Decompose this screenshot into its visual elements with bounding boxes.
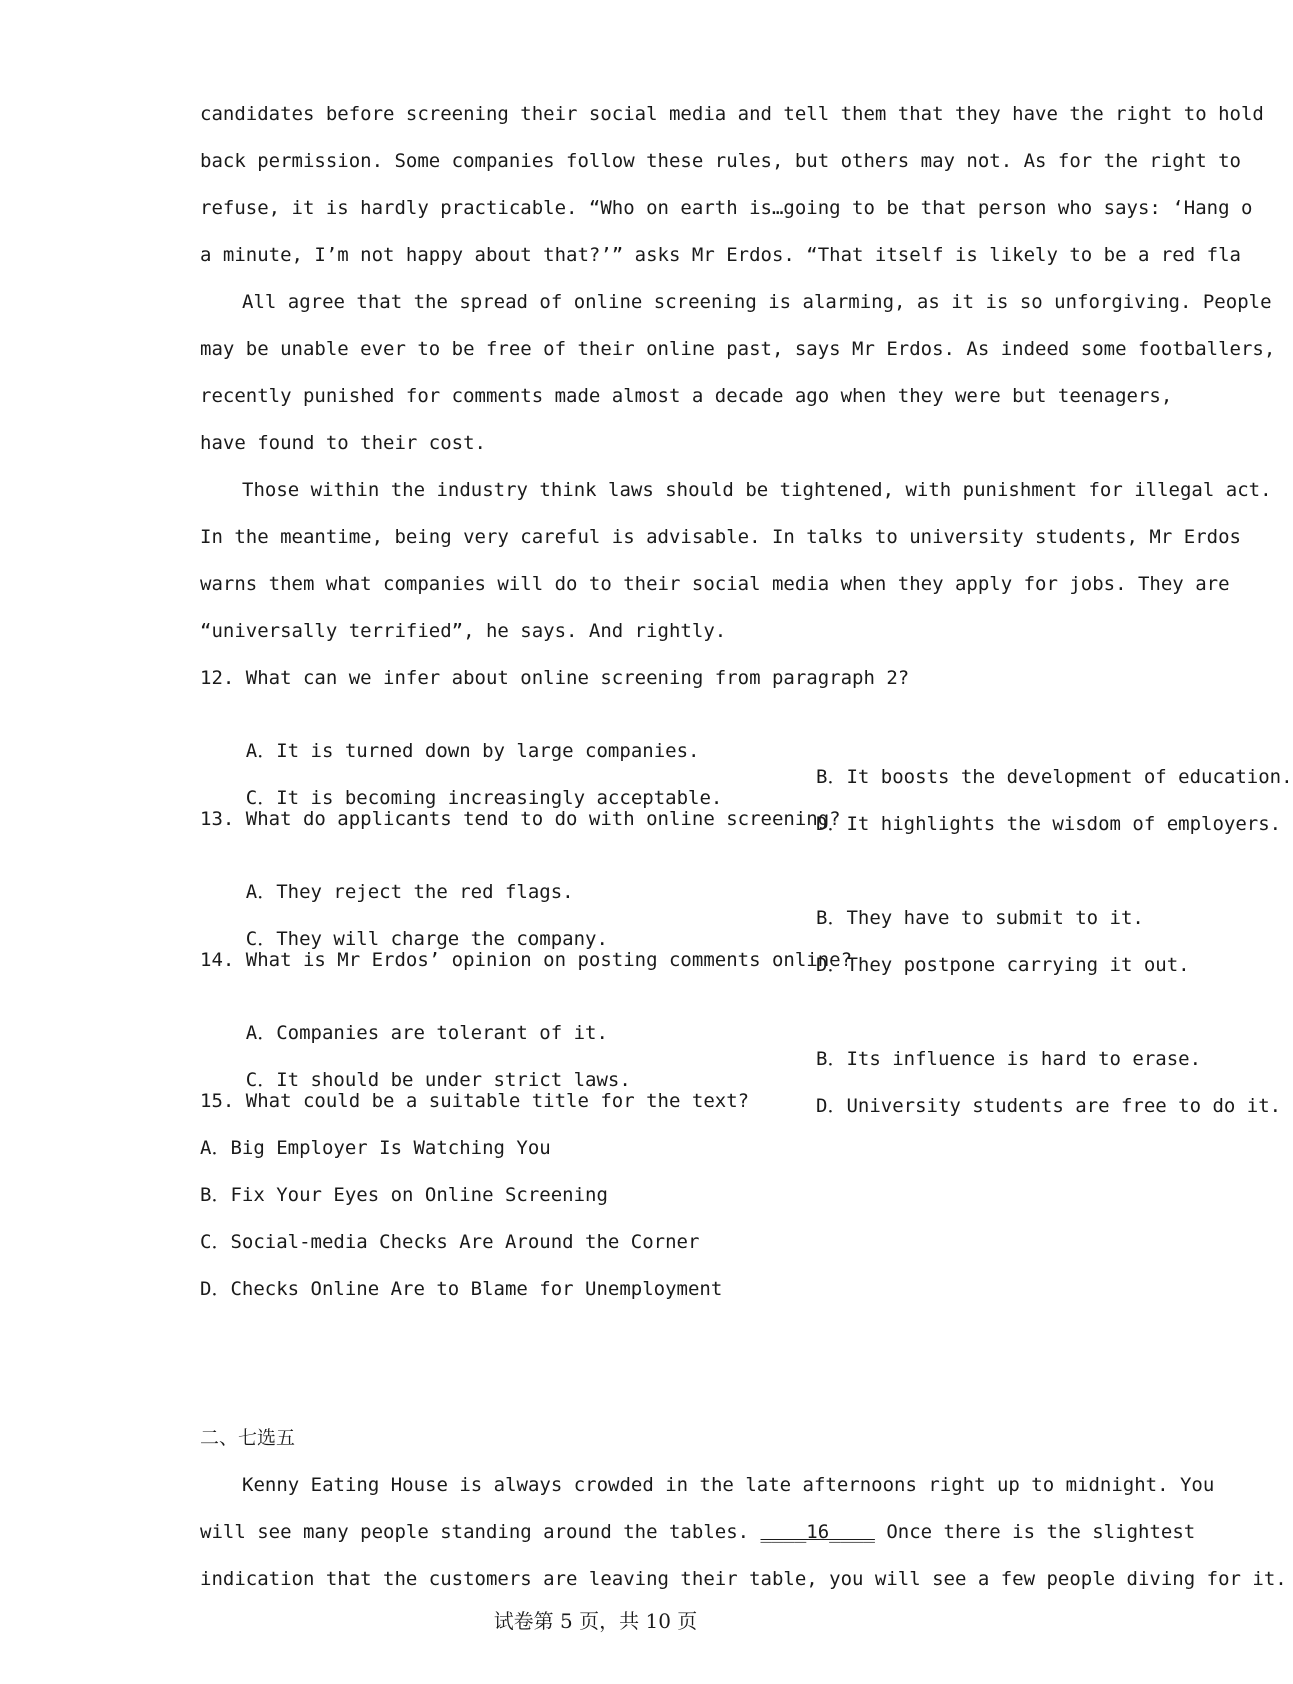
- question-stem: 15. What could be a suitable title for the text?: [200, 1090, 750, 1112]
- option-b[interactable]: B．They have to submit to it.: [816, 907, 1144, 929]
- option-a[interactable]: A．Companies are tolerant of it.: [245, 1022, 608, 1044]
- option-b[interactable]: B．It boosts the development of education.: [816, 766, 1293, 788]
- question-stem: 12. What can we infer about online screening from paragraph 2?: [200, 667, 910, 689]
- option-d[interactable]: D．University students are free to do it.: [816, 1095, 1282, 1117]
- passage-line: refuse, it is hardly practicable. “Who on earth is…going to be that person who says: ‘Hang o: [200, 197, 1253, 219]
- passage-text: will see many people standing around the tables.: [200, 1521, 761, 1543]
- passage-line: [200, 1519, 1195, 1545]
- passage-line: candidates before screening their social media and tell them that they have the right to hold: [200, 103, 1264, 125]
- passage-line: All agree that the spread of online screening is alarming, as it is so unforgiving. People: [242, 291, 1272, 313]
- page-footer: 试卷第 5 页，共 10 页: [493, 1609, 698, 1633]
- passage-line: Kenny Eating House is always crowded in the late afternoons right up to midnight. You: [242, 1474, 1215, 1496]
- option-a[interactable]: A．It is turned down by large companies.: [245, 740, 700, 762]
- option-c[interactable]: C．It is becoming increasingly acceptable.: [245, 787, 723, 809]
- option-b[interactable]: B．Fix Your Eyes on Online Screening: [200, 1184, 608, 1206]
- option-c[interactable]: C．They will charge the company.: [245, 928, 608, 950]
- passage-line: “universally terrified”, he says. And rightly.: [200, 620, 727, 642]
- passage-line: may be unable ever to be free of their online past, says Mr Erdos. As indeed some footballers,: [200, 338, 1276, 360]
- option-d[interactable]: D．Checks Online Are to Blame for Unemployment: [200, 1278, 723, 1300]
- option-d[interactable]: D．They postpone carrying it out.: [816, 954, 1190, 976]
- option-a[interactable]: A．Big Employer Is Watching You: [200, 1137, 551, 1159]
- passage-line: Those within the industry think laws should be tightened, with punishment for illegal act.: [242, 479, 1272, 501]
- option-b[interactable]: B．Its influence is hard to erase.: [816, 1048, 1202, 1070]
- passage-line: indication that the customers are leaving their table, you will see a few people diving for it.: [200, 1568, 1287, 1590]
- section-heading: 二、七选五: [200, 1427, 296, 1449]
- passage-line: In the meantime, being very careful is advisable. In talks to university students, Mr Erdos: [200, 526, 1241, 548]
- passage-line: warns them what companies will do to their social media when they apply for jobs. They are: [200, 573, 1230, 595]
- passage-line: a minute, I’m not happy about that?’” asks Mr Erdos. “That itself is likely to be a red fla: [200, 244, 1241, 266]
- passage-line: back permission. Some companies follow these rules, but others may not. As for the right to: [200, 150, 1241, 172]
- option-a[interactable]: A．They reject the red flags.: [245, 881, 574, 903]
- passage-text: Once there is the slightest: [874, 1521, 1196, 1543]
- option-c[interactable]: C．Social-media Checks Are Around the Corner: [200, 1231, 700, 1253]
- option-c[interactable]: C．It should be under strict laws.: [245, 1069, 631, 1091]
- passage-line: have found to their cost.: [200, 432, 486, 454]
- answer-blank-16[interactable]: ____16____: [760, 1521, 875, 1543]
- question-stem: 13. What do applicants tend to do with online screening?: [200, 808, 841, 830]
- passage-line: recently punished for comments made almost a decade ago when they were but teenagers,: [200, 385, 1173, 407]
- question-stem: 14. What is Mr Erdos’ opinion on posting comments online?: [200, 949, 853, 971]
- option-d[interactable]: D．It highlights the wisdom of employers.: [816, 813, 1282, 835]
